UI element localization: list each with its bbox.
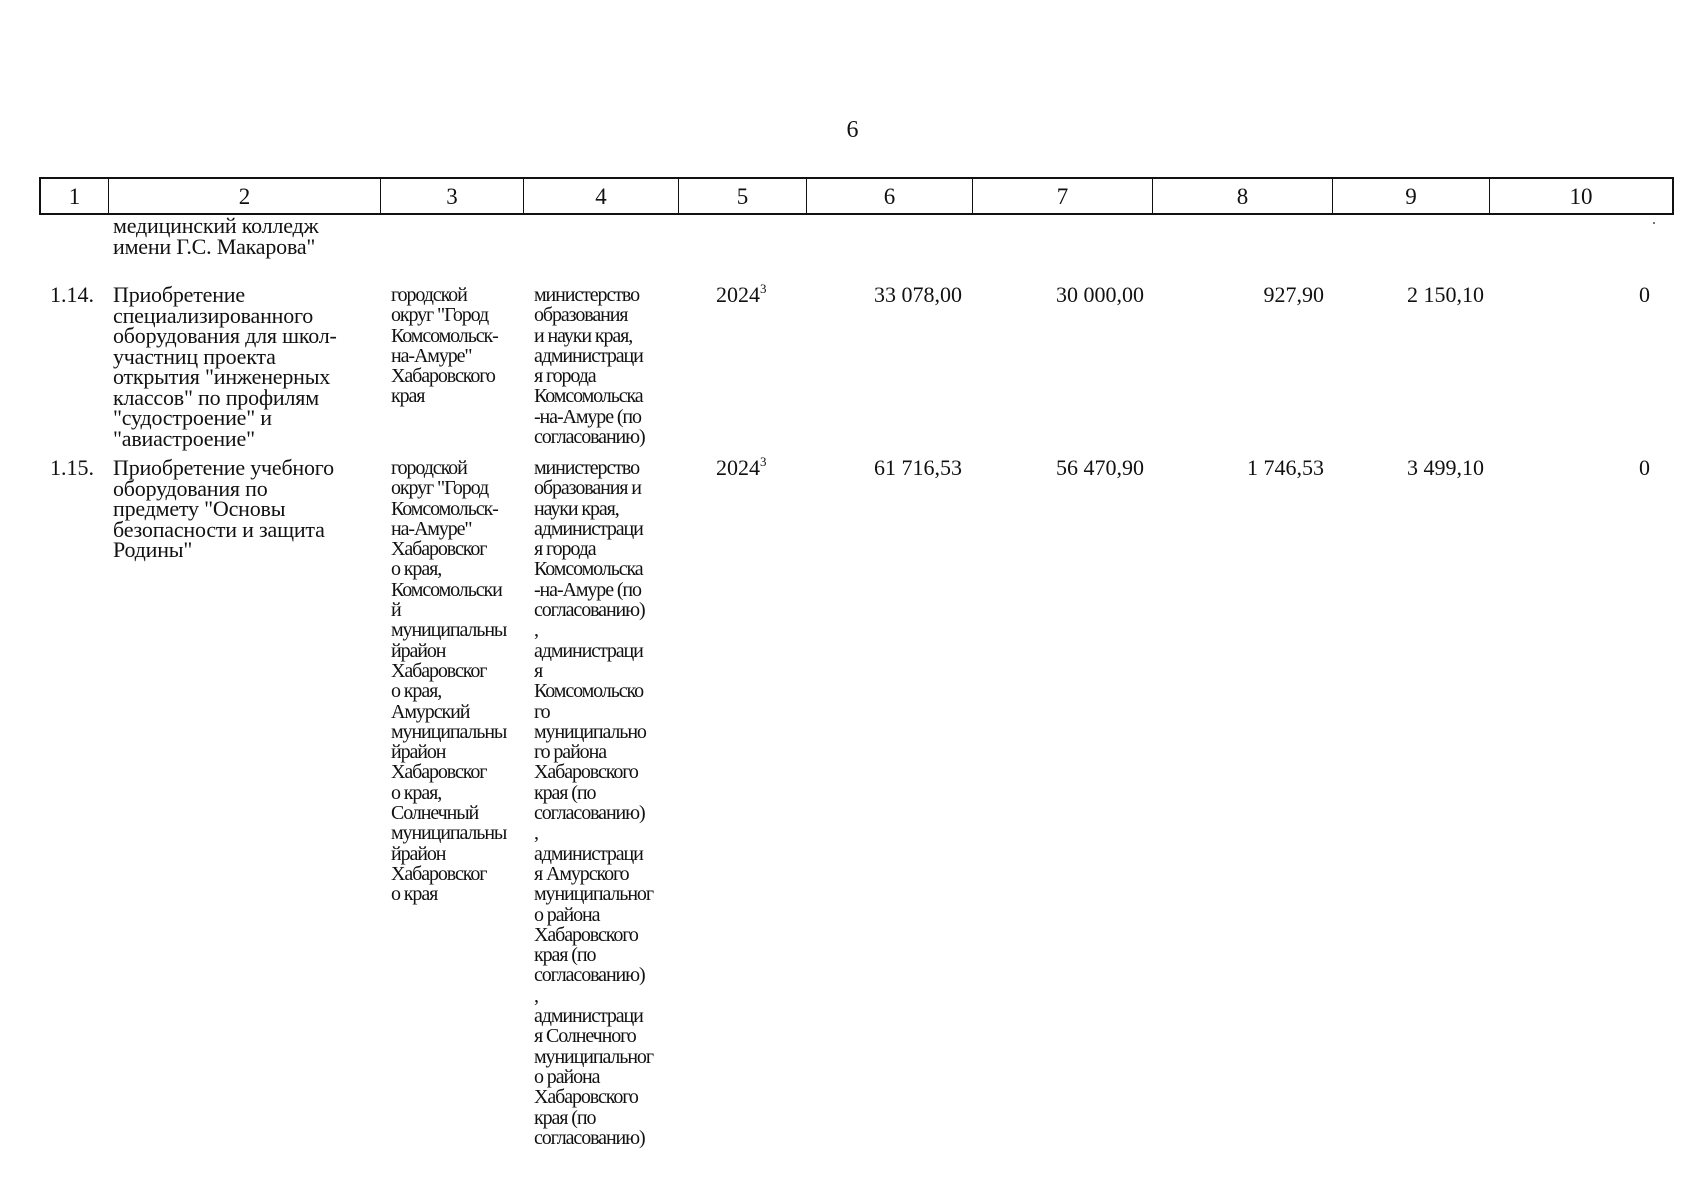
other-amount: 0 (1639, 455, 1650, 480)
other-amount: 0 (1639, 282, 1650, 307)
row-number: 1.15. (50, 455, 94, 480)
header-col-10: 10 (1569, 184, 1593, 209)
local-amount: 3 499,10 (1407, 455, 1484, 480)
territory: городской округ "Город Комсомольск- на-Амуре" Хабаровског о края, Комсомольски й муниципальны йрайон Хабаровског о края, Амурский муниципальны йрайон Хабаровског о края, Солнечный муниципальны йрайон Хабаровског о края (391, 457, 507, 906)
total-amount: 61 716,53 (874, 455, 962, 480)
page-number: 6 (846, 117, 859, 143)
header-col-3: 3 (381, 179, 524, 213)
territory: городской округ "Город Комсомольск- на-Амуре" Хабаровского края (391, 284, 498, 408)
header-col-5: 5 (679, 179, 807, 213)
header-col-7: 7 (973, 179, 1153, 213)
local-amount: 2 150,10 (1407, 282, 1484, 307)
measure-name: Приобретение специализированного оборудования для школ- участниц проекта открытия "инженерных классов" по профилям "судостроение" и "авиастроение" (113, 282, 337, 451)
regional-amount: 927,90 (1263, 282, 1324, 307)
header-col-6: 6 (807, 179, 973, 213)
header-col-4: 4 (524, 179, 679, 213)
header-col-2: 2 (109, 179, 381, 213)
header-col-8: 8 (1153, 179, 1333, 213)
year: 2024$^3$ (716, 454, 767, 480)
header-col-9: 9 (1333, 179, 1490, 213)
table-header (39, 177, 1674, 215)
year-footnote: 3 (760, 454, 767, 469)
row-number: 1.14. (50, 282, 94, 307)
scan-speck (1653, 222, 1655, 224)
executor: министерство образования и науки края, администраци я города Комсомольска -на-Амуре (по согласованию) (534, 284, 645, 449)
year-footnote: 3 (760, 281, 767, 296)
federal-amount: 56 470,90 (1056, 455, 1144, 480)
header-col-1: 1 (41, 179, 109, 213)
measure-name: Приобретение учебного оборудования по предмету "Основы безопасности и защита Родины" (113, 455, 334, 562)
regional-amount: 1 746,53 (1247, 455, 1324, 480)
year: 2024$^3$ (716, 281, 767, 307)
total-amount: 33 078,00 (874, 282, 962, 307)
federal-amount: 30 000,00 (1056, 282, 1144, 307)
executor: министерство образования и науки края, администраци я города Комсомольска -на-Амуре (по согласованию) , администраци я Комсомольско го муниципально го района Хабаровского края (по согласованию) , администраци я Амурского муниципальног о района Хабаровского края (по согласованию) , администраци я Солнечного муниципальног о района Хабаровского края (по согласованию) (534, 457, 653, 1149)
carry-over-name: медицинский колледж имени Г.С. Макарова" (113, 213, 319, 259)
